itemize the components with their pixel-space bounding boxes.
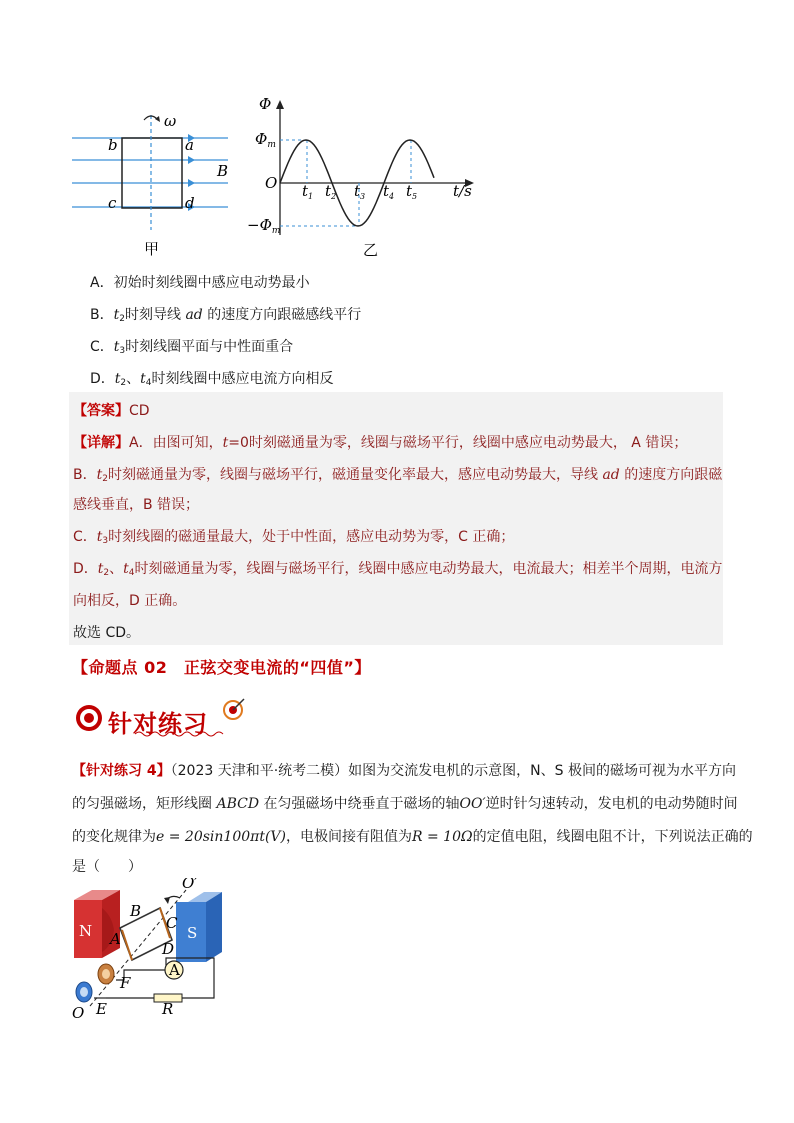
label-R: R [162, 1000, 174, 1018]
arrowhead-icon [188, 156, 195, 164]
label-O: O [72, 1004, 85, 1018]
neg-phi-m-sub: m [271, 226, 281, 236]
label-b: b [108, 136, 118, 154]
phi-axis-label: Φ [259, 95, 272, 113]
svg-text:Φm [255, 130, 276, 150]
detail-line-4: C．$t_3$时刻线圈的磁通量最大，处于中性面，感应电动势为零，C 正确； [73, 529, 515, 546]
detail-line-5: D．$t_2$、$t_4$时刻磁通量为零，线圈与磁场平行，线圈中感应电动势最大，电流最大；相差半个周期，电流方 [73, 561, 723, 578]
dart-target-icon [220, 697, 246, 721]
caption-jia: 甲 [144, 240, 160, 258]
figure-coil-diagram [60, 100, 250, 265]
phi-m-sub: m [267, 140, 276, 150]
answer-line: 【答案】CD [73, 403, 150, 419]
problem4-line-4: 是（ ） [72, 859, 142, 875]
label-N: N [79, 922, 93, 940]
wavy-underline [135, 730, 225, 738]
figure-flux-graph [245, 95, 485, 265]
option-a: A．初始时刻线圈中感应电动势最小 [90, 275, 310, 291]
omega-label: ω [164, 112, 177, 130]
caption-yi: 乙 [363, 241, 379, 259]
label-E: E [96, 1000, 107, 1018]
option-c: C．$t_3$时刻线圈平面与中性面重合 [90, 339, 294, 356]
arrowhead-icon [188, 179, 195, 187]
detail-line-1: 【详解】A．由图可知，t=0时刻磁通量为零，线圈与磁场平行，线圈中感应电动势最大， A 错误； [73, 435, 688, 451]
label-F: F [120, 974, 131, 992]
label-B-gen: B [130, 902, 142, 920]
t2-label: t [325, 182, 332, 200]
detail-line-2: B．$t_2$时刻磁通量为零，线圈与磁场平行，磁通量变化率最大，感应电动势最大，导线 ad 的速度方向跟磁 [73, 467, 723, 484]
t5-label: t [406, 182, 413, 200]
option-b: B．$t_2$时刻导线 ad 的速度方向跟磁感线平行 [90, 307, 362, 324]
detail-line-6: 向相反，D 正确。 [73, 593, 187, 609]
section-heading: 【命题点 02 正弦交变电流的“四值”】 [72, 658, 371, 677]
label-S: S [187, 924, 198, 942]
label-D-gen: D [162, 940, 175, 958]
detail-line-3: 感线垂直，B 错误； [73, 497, 200, 513]
origin-label: O [265, 174, 278, 192]
label-O-prime: O′ [182, 878, 198, 892]
label-a: a [185, 136, 194, 154]
badge-practice: 针对练习 [108, 709, 208, 738]
label-B: B [217, 162, 229, 180]
svg-text:t4: $t_4$ [383, 182, 395, 201]
t3-label: t [354, 182, 361, 200]
coil-rectangle [122, 138, 182, 208]
problem4-line-3: 的变化规律为e = 20sin100πt(V)，电极间接有阻值为R = 10Ω的定值电阻，线圈电阻不计，下列说法正确的 [72, 829, 753, 845]
svg-text:t1: $t_1$ [302, 182, 314, 201]
label-A-gen: A [110, 930, 121, 948]
label-c: c [108, 194, 117, 212]
problem4-line-2: 的匀强磁场，矩形线圈 ABCD 在匀强磁场中绕垂直于磁场的轴OO′逆时针匀速转动，发电机的电动势随时间 [72, 796, 738, 812]
ammeter-label: A [169, 961, 180, 979]
t-axis-label: t/s [453, 182, 472, 200]
svg-text:t2: $t_2$ [325, 182, 337, 201]
label-d: d [185, 194, 195, 212]
figure-generator [62, 878, 232, 1018]
t4-label: t [383, 182, 390, 200]
svg-text:−Φm [247, 216, 280, 236]
magnet-s-side [206, 892, 222, 962]
phi-m-label: Φ [255, 130, 268, 148]
label-C-gen: C [166, 914, 178, 932]
option-d: D．$t_2$、$t_4$时刻线圈中感应电流方向相反 [90, 371, 334, 388]
target-icon [74, 703, 104, 733]
detail-line-7: 故选 CD。 [73, 625, 141, 641]
svg-text:t3: $t_3$ [354, 182, 366, 201]
problem4-line-1: 【针对练习 4】（2023 天津和平·统考二模）如图为交流发电机的示意图，N、S 极间的磁场可视为水平方向 [72, 763, 736, 779]
svg-text:t5: $t_5$ [406, 182, 418, 201]
t1-label: t [302, 182, 309, 200]
neg-phi-m-label: −Φ [247, 216, 272, 234]
